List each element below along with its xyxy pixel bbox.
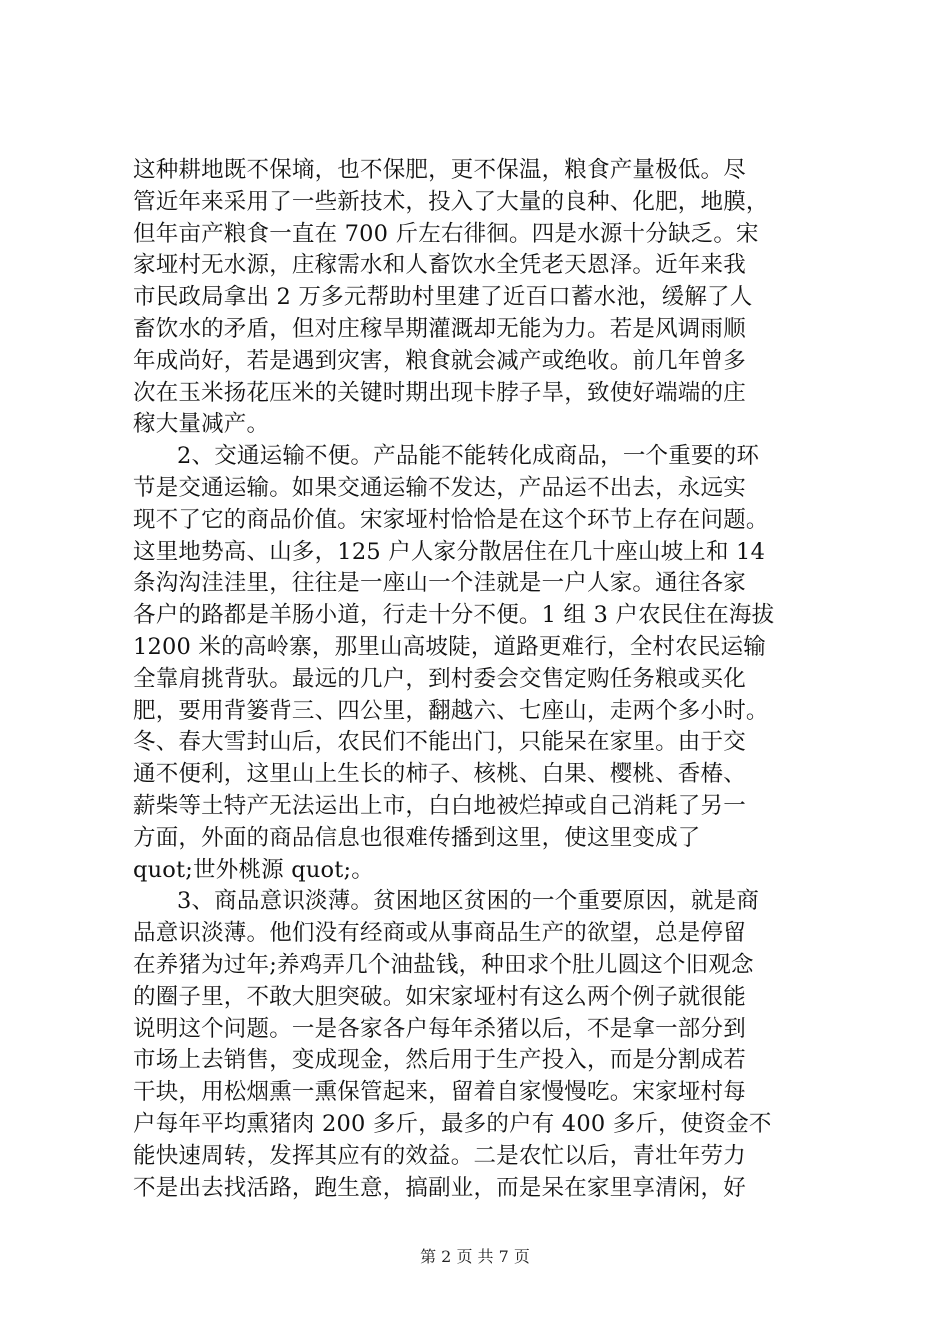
text-line: 通不便利，这里山上生长的柿子、核桃、白果、樱桃、香椿、: [133, 761, 746, 788]
text-line: 全靠肩挑背驮。最远的几户，到村委会交售定购任务粮或买化: [133, 665, 746, 692]
text-line: 干块，用松烟熏一熏保管起来，留着自家慢慢吃。宋家垭村每: [133, 1079, 746, 1106]
text-line: 能快速周转，发挥其应有的效益。二是农忙以后，青壮年劳力: [133, 1142, 746, 1169]
text-line: 不是出去找活路，跑生意，搞副业，而是呆在家里享清闲，好: [133, 1174, 746, 1201]
page-footer: 第 2 页 共 7 页: [420, 1247, 530, 1266]
text-line: 冬、春大雪封山后，农民们不能出门，只能呆在家里。由于交: [133, 729, 746, 756]
text-line: 这种耕地既不保墒，也不保肥，更不保温，粮食产量极低。尽: [133, 157, 746, 183]
text-line: 薪柴等土特产无法运出上市，白白地被烂掉或自己消耗了另一: [133, 792, 746, 819]
text-line: 各户的路都是羊肠小道，行走十分不便。1 组 3 户农民住在海拔: [133, 602, 775, 629]
text-line: 户每年平均熏猪肉 200 多斤，最多的户有 400 多斤，使资金不: [133, 1110, 772, 1137]
text-line: 市民政局拿出 2 万多元帮助村里建了近百口蓄水池，缓解了人: [133, 284, 753, 311]
text-line: 这里地势高、山多，125 户人家分散居住在几十座山坡上和 14: [133, 538, 766, 565]
text-line: 现不了它的商品价值。宋家垭村恰恰是在这个环节上存在问题。: [133, 506, 769, 533]
text-line: 1200 米的高岭寨，那里山高坡陡，道路更难行，全村农民运输: [133, 633, 766, 660]
text-line: 但年亩产粮食一直在 700 斤左右徘徊。四是水源十分缺乏。宋: [133, 220, 759, 247]
text-line: 市场上去销售，变成现金，然后用于生产投入，而是分割成若: [133, 1047, 746, 1074]
document-body: [133, 155, 833, 1204]
text-line: 方面，外面的商品信息也很难传播到这里，使这里变成了: [133, 824, 701, 851]
text-line: 品意识淡薄。他们没有经商或从事商品生产的欲望，总是停留: [133, 920, 746, 947]
text-line: 肥，要用背篓背三、四公里，翻越六、七座山，走两个多小时。: [133, 697, 769, 724]
text-line: 稼大量减产。: [133, 411, 270, 438]
text-line: 节是交通运输。如果交通运输不发达，产品运不出去，永远实: [133, 474, 746, 501]
text-line: 家垭村无水源，庄稼需水和人畜饮水全凭老天恩泽。近年来我: [133, 252, 746, 279]
text-line: 畜饮水的矛盾，但对庄稼旱期灌溉却无能为力。若是风调雨顺: [133, 315, 746, 342]
paragraph-first-line: 2、交通运输不便。产品能不能转化成商品，一个重要的环: [177, 443, 760, 470]
text-line: 年成尚好，若是遇到灾害，粮食就会减产或绝收。前几年曾多: [133, 347, 746, 374]
text-line: 管近年来采用了一些新技术，投入了大量的良种、化肥，地膜，: [133, 188, 769, 215]
text-line: 次在玉米扬花压米的关键时期出现卡脖子旱，致使好端端的庄: [133, 379, 746, 406]
text-line: quot;世外桃源 quot;。: [133, 856, 374, 883]
text-line: 条沟沟洼洼里，往往是一座山一个洼就是一户人家。通往各家: [133, 570, 746, 597]
paragraph-first-line: 3、商品意识淡薄。贫困地区贫困的一个重要原因，就是商: [177, 888, 760, 915]
text-line: 的圈子里，不敢大胆突破。如宋家垭村有这么两个例子就很能: [133, 983, 746, 1010]
text-line: 在养猪为过年;养鸡弄几个油盐钱，种田求个肚儿圆这个旧观念: [133, 951, 754, 978]
text-line: 说明这个问题。一是各家各户每年杀猪以后，不是拿一部分到: [133, 1015, 746, 1042]
